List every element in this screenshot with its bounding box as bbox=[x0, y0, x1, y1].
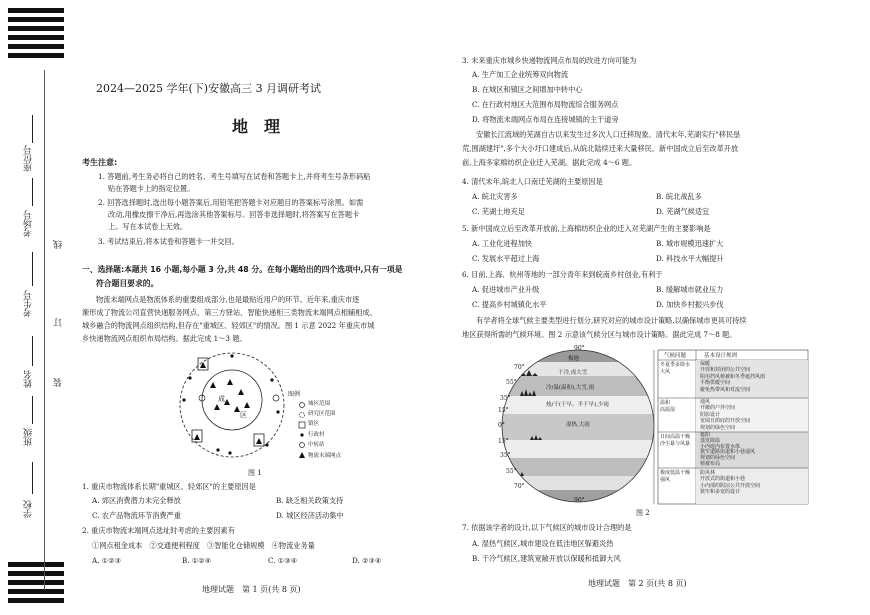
q6-option-a[interactable]: A. 促进城市产业升级 bbox=[472, 285, 540, 294]
q4-option-b[interactable]: B. 皖北战乱多 bbox=[656, 192, 702, 201]
q1-option-d[interactable]: D. 城区经济活动集中 bbox=[276, 511, 344, 520]
binding-marker: 装 bbox=[54, 378, 64, 387]
zone-5-rules: 防风林 开放式的街道和小巷 小内部的阴凉公共开放空间 狭窄和多变的设计 bbox=[700, 470, 761, 496]
q3-option-b[interactable]: B. 在城区和镇区之间增加中转中心 bbox=[472, 85, 583, 94]
lat-35: 35° bbox=[500, 395, 511, 402]
q1-option-b[interactable]: B. 缺乏相关政策支持 bbox=[276, 496, 344, 505]
figure-2-col-head-2: 基本设计规则 bbox=[704, 353, 738, 359]
figure-2-col-head-1: 气候问题 bbox=[664, 353, 687, 359]
q6-option-c[interactable]: C. 提高乡村城镇化水平 bbox=[472, 300, 547, 309]
zone-2-rules: 通风 开敞的户外空间 阴影设计 宽阔且荫庇的开放空间 规划的绿色空间 bbox=[700, 399, 751, 431]
subject-title: 地 理 bbox=[232, 117, 281, 136]
question-6: 6. 目前,上海、杭州等地的一部分青年来到皖南乡村创业,有利于 bbox=[462, 270, 663, 279]
q6-option-d[interactable]: D. 加快乡村振兴步伐 bbox=[656, 300, 724, 309]
strip-bar bbox=[8, 35, 64, 40]
passage-line: 城乡融合的物流网点组织结构,但存在"重城区、轻郊区"的情况。图 1 示意 2022 年重庆市城 bbox=[82, 321, 375, 330]
class-field[interactable] bbox=[32, 396, 33, 424]
q6-option-b[interactable]: B. 缓解城市就业压力 bbox=[656, 285, 724, 294]
notice-line: 上。写在本试卷上无效。 bbox=[108, 222, 188, 231]
page-2-footer: 地理试题 第 2 页(共 8 页) bbox=[588, 579, 687, 588]
passage3-line: 地区获得所需的气候环境。图 2 示意该气候分区与城市设计策略。据此完成 7～8 题。 bbox=[462, 330, 737, 339]
exam-title: 2024—2025 学年(下)安徽高三 3 月调研考试 bbox=[96, 82, 322, 95]
figure-1-caption: 图 1 bbox=[248, 469, 262, 477]
legend-item: 镇区 bbox=[308, 421, 320, 427]
q2-option-d[interactable]: D. ②③④ bbox=[352, 556, 382, 565]
passage2-line: 前,上海多家棉纺织企业迁入芜湖。据此完成 4～6 题。 bbox=[462, 158, 637, 167]
passage-line: 物流末端网点是物流体系的重要组成部分,也是最贴近用户的环节。近年来,重庆市逐 bbox=[96, 295, 360, 304]
zone-1-rules: 保暖 开放和封闭的公共空间 阻用挡风植被和冬季遮挡风雨 平衡供暖空间 避免热带风和对流空间 bbox=[700, 361, 766, 393]
strip-bar bbox=[8, 589, 64, 594]
room-field[interactable] bbox=[32, 178, 33, 206]
passage-line: 渐形成了物流公司直营快递服务网点、第三方驿站、智能快递柜三类物流末端网点相辅相成、 bbox=[82, 308, 377, 317]
notice-line: 改动,用橡皮擦干净后,再选涂其他答案标号。回答非选择题时,将答案写在答题卡 bbox=[108, 210, 360, 219]
q2-items: ①网点租金成本 ②交通便利程度 ③智能化仓储规模 ④物流业务量 bbox=[92, 541, 315, 550]
examinee-field[interactable] bbox=[32, 252, 33, 286]
q3-option-c[interactable]: C. 在行政村地区大范围布局物流综合服务网点 bbox=[472, 100, 619, 109]
q5-option-a[interactable]: A. 工业化进程加快 bbox=[472, 239, 533, 248]
figure-2-caption: 图 2 bbox=[636, 509, 650, 517]
question-2: 2. 重庆市物流末端网点选址时考虑的主要因素有 bbox=[82, 526, 235, 535]
q1-option-c[interactable]: C. 农产品物流环节消费严重 bbox=[92, 511, 181, 520]
strip-bar bbox=[8, 580, 64, 585]
strip-bar bbox=[8, 571, 64, 576]
room-label: 考场号 bbox=[24, 210, 34, 237]
q4-option-c[interactable]: C. 芜湖土地充足 bbox=[472, 207, 525, 216]
legend-item: 中转站 bbox=[308, 442, 325, 448]
lat-90-top: 90° bbox=[574, 345, 585, 352]
lat-70s: 70° bbox=[514, 483, 525, 490]
page-1-footer: 地理试题 第 1 页(共 8 页) bbox=[202, 585, 301, 594]
legend-item: 研究区范围 bbox=[308, 411, 336, 417]
lat-15: 15° bbox=[498, 407, 509, 414]
lat-90-bottom: 90° bbox=[574, 497, 585, 504]
q5-option-b[interactable]: B. 城市规模迅速扩大 bbox=[656, 239, 724, 248]
notice-line: 贴在答题卡上的指定位置。 bbox=[108, 184, 195, 193]
binding-marker: 线 bbox=[54, 240, 64, 249]
q5-option-d[interactable]: D. 科技水平大幅提升 bbox=[656, 254, 724, 263]
lat-55s: 55° bbox=[506, 468, 517, 475]
zone-3-problem: 日间高温干燥 沙尘暴与风暴 bbox=[660, 434, 691, 447]
lat-35s: 35° bbox=[500, 452, 511, 459]
zone-2-problem: 温和 高温湿 bbox=[660, 400, 676, 413]
binding-marker: 订 bbox=[54, 318, 64, 327]
passage-line: 乡快递物流网点组织布局结构。据此完成 1～3 题。 bbox=[82, 334, 247, 343]
binding-line bbox=[44, 70, 45, 590]
question-7: 7. 依据该学者的设计,以下气候区的城市设计合理的是 bbox=[462, 523, 632, 532]
name-field[interactable] bbox=[32, 336, 33, 366]
notice-line: 2. 回答选择题时,选出每小题答案后,用铅笔把答题卡对应题目的答案标号涂黑。如需 bbox=[98, 198, 364, 207]
q2-option-b[interactable]: B. ①②④ bbox=[182, 556, 212, 565]
passage2-line: 安徽长江流域的芜湖自古以来发生过多次人口迁移现象。清代末年,芜湖实行"移民垦 bbox=[476, 130, 741, 139]
q7-option-a[interactable]: A. 湿热气候区,城市建设在低洼地区躲避炎热 bbox=[472, 539, 614, 548]
school-field[interactable] bbox=[32, 462, 33, 494]
lat-55: 55° bbox=[506, 379, 517, 386]
legend-item: 行政村 bbox=[308, 432, 325, 438]
figure-1-legend-title: 图例 bbox=[288, 391, 301, 398]
strip-bar bbox=[8, 562, 64, 567]
band-temperate: 冷/温(温和),大雪,雨 bbox=[546, 385, 595, 391]
question-3: 3. 未来重庆市城乡快递物流网点布局的改进方向可能为 bbox=[462, 56, 637, 65]
q4-option-d[interactable]: D. 芜湖气候适宜 bbox=[656, 207, 710, 216]
strip-bar bbox=[8, 53, 64, 58]
band-hot-humid: 湿热,大雨 bbox=[566, 422, 590, 428]
passage2-line: 荒,围湖建圩",多个大小圩口建成后,从皖北陆续迁来大量移民。新中国成立后至改革开放 bbox=[462, 144, 739, 153]
strip-bar bbox=[8, 44, 64, 49]
band-hot-dry: 热/干(干早、半干早),少雨 bbox=[546, 402, 609, 408]
examinee-label: 考生号 bbox=[24, 290, 34, 317]
name-label: 姓名 bbox=[24, 370, 34, 388]
strip-bar bbox=[8, 598, 64, 603]
figure-1-diagram bbox=[172, 350, 362, 465]
q4-option-a[interactable]: A. 皖北灾害多 bbox=[472, 192, 518, 201]
q3-option-a[interactable]: A. 生产加工企业统筹双向物流 bbox=[472, 70, 569, 79]
question-1: 1. 重庆市物流体系长期"重城区、轻郊区"的主要原因是 bbox=[82, 482, 256, 491]
zone-1-problem: 冬夏季多降水 大风 bbox=[660, 362, 691, 375]
seat-field[interactable] bbox=[32, 115, 33, 143]
q1-option-a[interactable]: A. 郊区消费潜力未完全释放 bbox=[92, 496, 181, 505]
figure-1-center-label: 成 bbox=[218, 395, 225, 403]
band-cold-dry: 干冷,成大雪 bbox=[558, 370, 588, 376]
notice-title: 考生注意: bbox=[82, 158, 118, 167]
q2-option-c[interactable]: C. ①③④ bbox=[268, 556, 298, 565]
lat-15s: 15° bbox=[498, 438, 509, 445]
figure-1-district-label: 区 bbox=[240, 411, 247, 419]
band-polar: 极地 bbox=[568, 356, 580, 362]
school-label: 学校 bbox=[24, 500, 34, 518]
strip-bar bbox=[8, 8, 64, 13]
zone-3-rules: 遮阳 蒸发降温 小内庭内布置水体 狭窄道路街道和小巷通风 规划的绿色空间 植被布局 bbox=[700, 432, 756, 467]
seat-label: 座位号 bbox=[24, 145, 34, 172]
legend-item: 物流末端网点 bbox=[308, 453, 342, 459]
q7-option-b[interactable]: B. 干冷气候区,建筑宽敞开放以保暖和抵御大风 bbox=[472, 554, 621, 563]
passage3-line: 有学者将全球气候主要类型进行划分,研究对应的城市设计策略,以确保城市更具可持续 bbox=[476, 316, 747, 325]
strip-bar bbox=[8, 26, 64, 31]
section-title-2: 符合题目要求的。 bbox=[96, 279, 159, 288]
q5-option-c[interactable]: C. 发展水平超过上海 bbox=[472, 254, 540, 263]
zone-5-problem: 极度低温干燥 强风 bbox=[660, 470, 691, 483]
notice-line: 1. 答题前,考生务必将自己的姓名、考生号填写在试卷和答题卡上,并将考生号条形码粘 bbox=[98, 172, 371, 181]
strip-bar bbox=[8, 17, 64, 22]
lat-70: 70° bbox=[514, 364, 525, 371]
question-5: 5. 新中国成立后至改革开放前,上海棉纺织企业的迁入对芜湖产生的主要影响是 bbox=[462, 224, 711, 233]
class-label: 班级 bbox=[24, 428, 34, 446]
notice-line: 3. 考试结束后,将本试卷和答题卡一并交回。 bbox=[98, 237, 239, 246]
section-title: 一、选择题:本题共 16 小题,每小题 3 分,共 48 分。在每小题给出的四个选项中,只有一项是 bbox=[82, 265, 403, 274]
legend-item: 城区范围 bbox=[308, 401, 331, 407]
q2-option-a[interactable]: A. ①②③ bbox=[92, 556, 122, 565]
q3-option-d[interactable]: D. 将物流末端网点布局在连接城镇的主干道旁 bbox=[472, 115, 619, 124]
question-4: 4. 清代末年,皖北人口南迁芜湖的主要原因是 bbox=[462, 177, 603, 186]
binding-strip bbox=[0, 0, 72, 615]
lat-0: 0° bbox=[498, 422, 505, 429]
